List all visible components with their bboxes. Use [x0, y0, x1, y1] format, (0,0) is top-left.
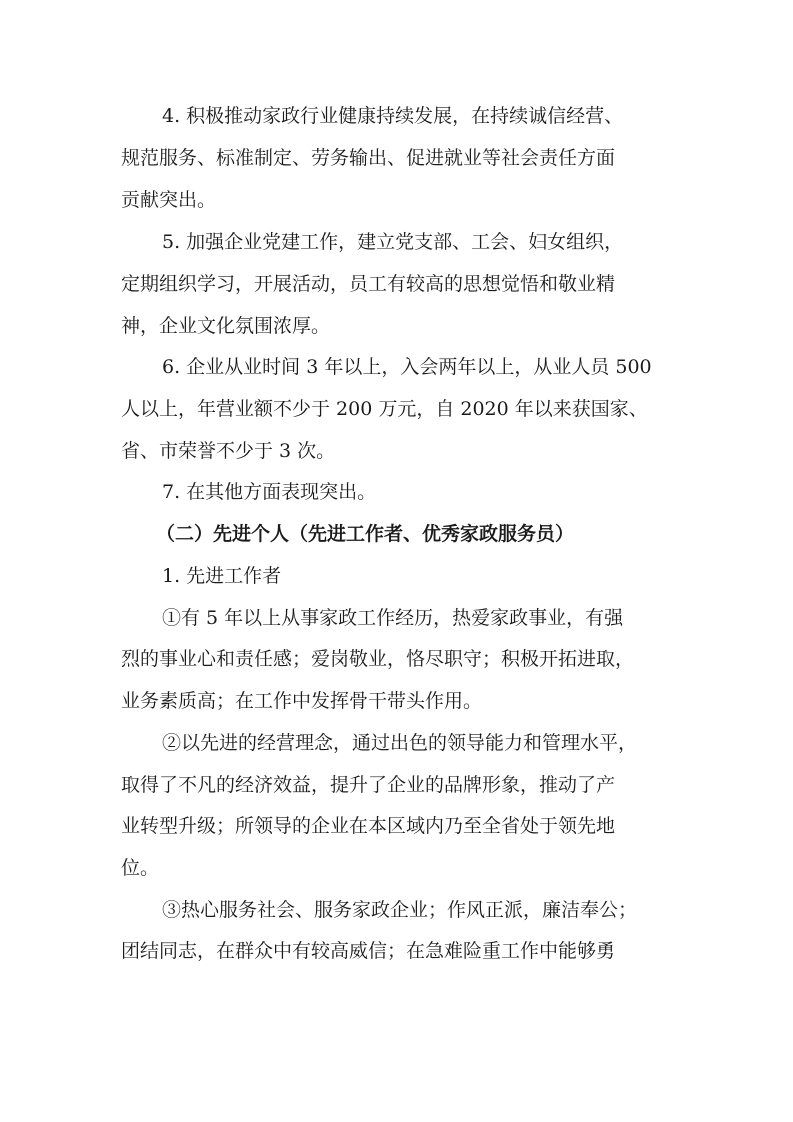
- line-text: 取得了不凡的经济效益，提升了企业的品牌形象，推动了产: [121, 774, 616, 796]
- text-line: [0, 431, 793, 471]
- text-line: [0, 639, 793, 679]
- section-heading-text: （二）先进个人（先进工作者、优秀家政服务员）: [156, 523, 575, 545]
- line-text: ①有 5 年以上从事家政工作经历，热爱家政事业，有强: [162, 607, 624, 629]
- text-line: [0, 806, 793, 846]
- text-line: [0, 222, 793, 262]
- line-text: 贡献突出。: [121, 189, 217, 211]
- line-text: 7. 在其他方面表现突出。: [162, 481, 377, 503]
- text-line: [0, 890, 793, 930]
- text-line: [0, 389, 793, 429]
- text-line: [0, 96, 793, 136]
- line-text: 规范服务、标准制定、劳务输出、促进就业等社会责任方面: [121, 147, 616, 169]
- line-text: 4. 积极推动家政行业健康持续发展，在持续诚信经营、: [162, 105, 624, 127]
- section-heading: [0, 514, 793, 554]
- text-line: [0, 765, 793, 805]
- line-text: 业务素质高；在工作中发挥骨干带头作用。: [121, 690, 483, 712]
- line-text: 5. 加强企业党建工作，建立党支部、工会、妇女组织，: [162, 231, 624, 253]
- text-line: [0, 347, 793, 387]
- line-text: 业转型升级；所领导的企业在本区域内乃至全省处于领先地: [121, 815, 616, 837]
- line-text: 人以上，年营业额不少于 200 万元，自 2020 年以来获国家、: [121, 398, 648, 420]
- text-line: [0, 180, 793, 220]
- text-line: [0, 472, 793, 512]
- line-text: ②以先进的经营理念，通过出色的领导能力和管理水平，: [162, 732, 638, 754]
- text-line: [0, 598, 793, 638]
- line-text: 神，企业文化氛围浓厚。: [121, 315, 331, 337]
- text-line: [0, 723, 793, 763]
- line-text: 省、市荣誉不少于 3 次。: [121, 440, 336, 462]
- text-line: [0, 306, 793, 346]
- text-line: [0, 556, 793, 596]
- text-line: [0, 681, 793, 721]
- line-text: 位。: [121, 857, 160, 879]
- text-line: [0, 931, 793, 971]
- line-text: 1. 先进工作者: [162, 565, 282, 587]
- text-line: [0, 848, 793, 888]
- text-line: [0, 138, 793, 178]
- line-text: 团结同志，在群众中有较高威信；在急难险重工作中能够勇: [121, 940, 616, 962]
- line-text: 6. 企业从业时间 3 年以上，入会两年以上，从业人员 500: [162, 356, 652, 378]
- line-text: 定期组织学习，开展活动，员工有较高的思想觉悟和敬业精: [121, 273, 616, 295]
- line-text: 烈的事业心和责任感；爱岗敬业，恪尽职守；积极开拓进取，: [121, 648, 635, 670]
- text-line: [0, 264, 793, 304]
- line-text: ③热心服务社会、服务家政企业；作风正派，廉洁奉公；: [162, 899, 638, 921]
